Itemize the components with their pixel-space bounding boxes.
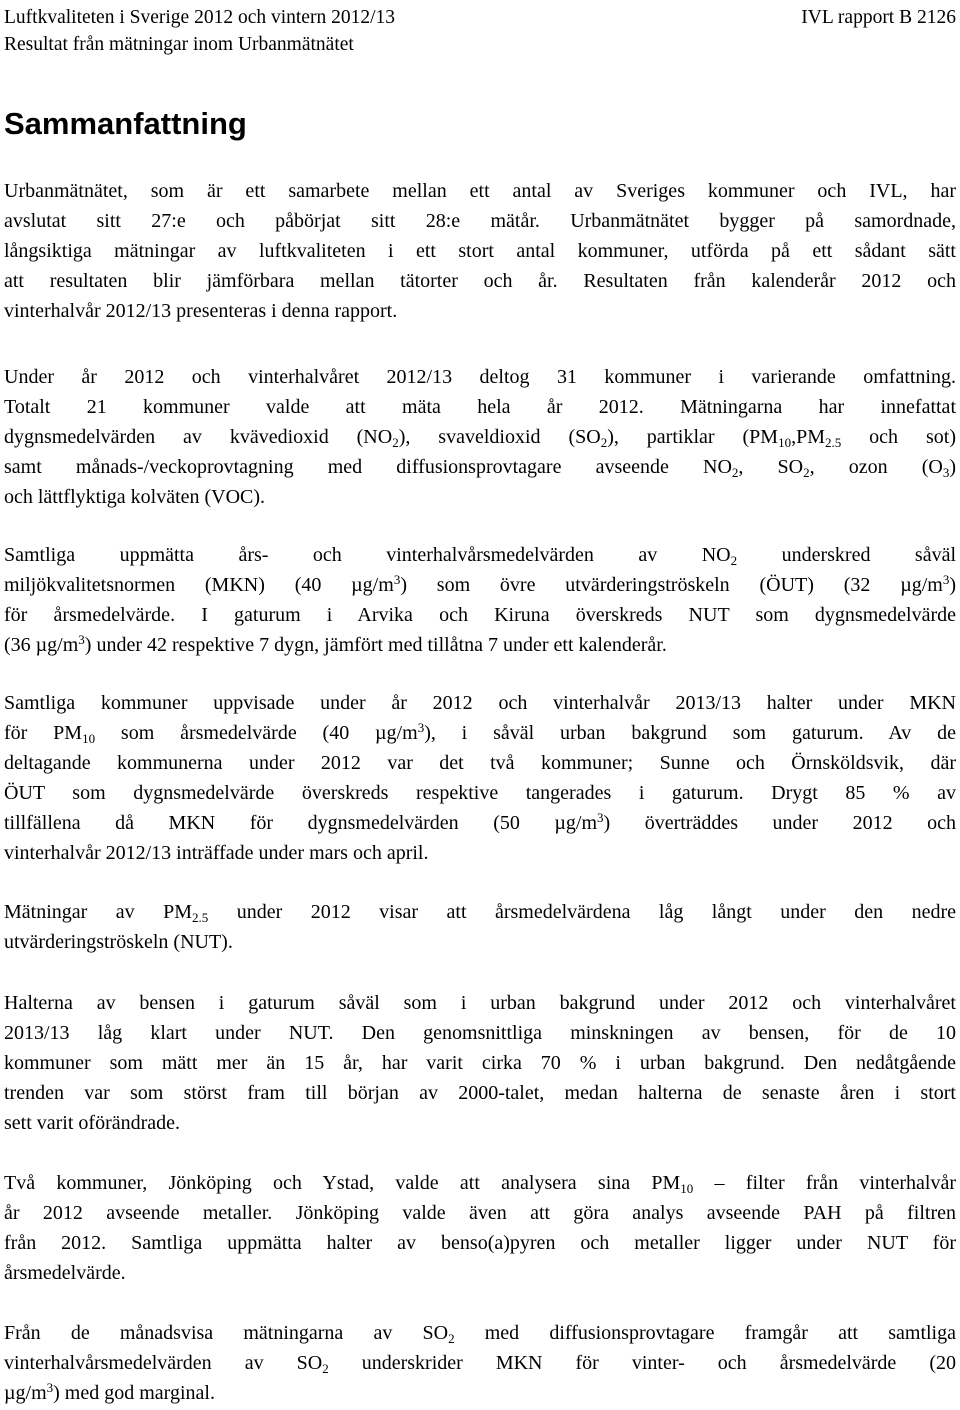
paragraph-line: Under år 2012 och vinterhalvåret 2012/13 deltog 31 kommuner i varierande omfattning.: [4, 366, 956, 388]
paragraph-line: vinterhalvår 2012/13 presenteras i denna rapport.: [4, 300, 398, 322]
paragraph-line: deltagande kommunerna under 2012 var det två kommuner; Sunne och Örnsköldsvik, där: [4, 752, 956, 774]
paragraph-line: tillfällena då MKN för dygnsmedelvärden (50 $\mu g/m^3$) överträddes under 2012 och: [4, 810, 957, 834]
summary-paragraph: [4, 540, 956, 660]
header-report-number: IVL rapport B 2126: [801, 7, 956, 28]
paragraph-line: utvärderingströskeln (NUT).: [4, 931, 233, 953]
paragraph-line: miljökvalitetsnormen (MKN) (40 $\mu g/m^3$) som övre utvärderingströskeln (ÖUT) (32 $\mu g/m^3$): [4, 572, 957, 596]
section-heading: Sammanfattning: [4, 106, 247, 141]
paragraph-line: ÖUT som dygnsmedelvärde överskreds respektive tangerades i gaturum. Drygt 85 % av: [4, 782, 956, 804]
header-report-title: Luftkvaliteten i Sverige 2012 och vintern 2012/13: [4, 7, 395, 28]
paragraph-line: 2013/13 låg klart under NUT. Den genomsnittliga minskningen av bensen, för de 10: [4, 1022, 956, 1044]
paragraph-line: att resultaten blir jämförbara mellan tätorter och år. Resultaten från kalenderår 2012 och: [4, 270, 956, 292]
paragraph-line: dygnsmedelvärden av kvävedioxid $(NO_2)$, svaveldioxid $(SO_2)$, partiklar ($PM_{10},PM_{2.5}$ och sot): [4, 426, 957, 450]
paragraph-line: Samtliga uppmätta års- och vinterhalvårsmedelvärden av $NO_2$ underskred såväl: [4, 544, 957, 568]
summary-paragraph: [4, 362, 956, 512]
summary-paragraph: [4, 176, 956, 326]
paragraph-line: Från de månadsvisa mätningarna av $SO_2$ med diffusionsprovtagare framgår att samtliga: [4, 1322, 956, 1346]
paragraph-line: (36 $\mu g/m^3$) under 42 respektive 7 dygn, jämfört med tillåtna 7 under ett kalenderår.: [4, 632, 667, 656]
paragraph-line: samt månads-/veckoprovtagning med diffusionsprovtagare avseende $NO_2$, $SO_2$, ozon $(O_3)$: [4, 456, 956, 480]
summary-paragraph: [4, 897, 956, 957]
paragraph-line: kommuner som mätt mer än 15 år, har varit cirka 70 % i urban bakgrund. Den nedåtgående: [4, 1052, 956, 1074]
paragraph-line: år 2012 avseende metaller. Jönköping valde även att göra analys avseende PAH på filtren: [4, 1202, 956, 1224]
running-header: [4, 4, 956, 58]
paragraph-line: och lättflyktiga kolväten (VOC).: [4, 486, 266, 508]
paragraph-line: $\mu g/m^3$) med god marginal.: [4, 1380, 215, 1404]
paragraph-line: Totalt 21 kommuner valde att mäta hela år 2012. Mätningarna har innefattat: [4, 396, 956, 418]
paragraph-line: från 2012. Samtliga uppmätta halter av benso(a)pyren och metaller ligger under NUT för: [4, 1232, 956, 1254]
header-report-subtitle: Resultat från mätningar inom Urbanmätnätet: [4, 34, 354, 55]
summary-paragraph: [4, 688, 956, 868]
paragraph-line: årsmedelvärde.: [4, 1262, 126, 1284]
paragraph-line: vinterhalvår 2012/13 inträffade under mars och april.: [4, 842, 429, 864]
paragraph-line: trenden var som störst fram till början av 2000-talet, medan halterna de senaste åren i stort: [4, 1082, 956, 1104]
paragraph-line: för $PM_{10}$ som årsmedelvärde (40 $\mu g/m^3$), i såväl urban bakgrund som gaturum. Av de: [4, 720, 957, 746]
paragraph-line: sett varit oförändrade.: [4, 1112, 181, 1134]
paragraph-line: Två kommuner, Jönköping och Ystad, valde att analysera sina $PM_{10}$ – filter från vinterhalvår: [4, 1172, 956, 1196]
paragraph-line: Samtliga kommuner uppvisade under år 2012 och vinterhalvår 2013/13 halter under MKN: [4, 692, 956, 714]
paragraph-line: långsiktiga mätningar av luftkvaliteten i ett stort antal kommuner, utförda på ett sådant sätt: [4, 240, 956, 262]
summary-paragraph: [4, 1318, 956, 1408]
paragraph-line: avslutat sitt 27:e och påbörjat sitt 28:e mätår. Urbanmätnätet bygger på samordnade,: [4, 210, 956, 232]
paragraph-line: Mätningar av $PM_{2.5}$ under 2012 visar att årsmedelvärdena låg långt under den nedre: [4, 901, 956, 925]
summary-paragraph: [4, 988, 956, 1138]
paragraph-line: för årsmedelvärde. I gaturum i Arvika och Kiruna överskreds NUT som dygnsmedelvärde: [4, 604, 956, 626]
paragraph-line: vinterhalvårsmedelvärden av $SO_2$ underskrider MKN för vinter- och årsmedelvärde (20: [4, 1352, 956, 1376]
paragraph-line: Halterna av bensen i gaturum såväl som i urban bakgrund under 2012 och vinterhalvåret: [4, 992, 956, 1014]
summary-paragraph: [4, 1168, 956, 1288]
paragraph-line: Urbanmätnätet, som är ett samarbete mellan ett antal av Sveriges kommuner och IVL, har: [4, 180, 956, 202]
